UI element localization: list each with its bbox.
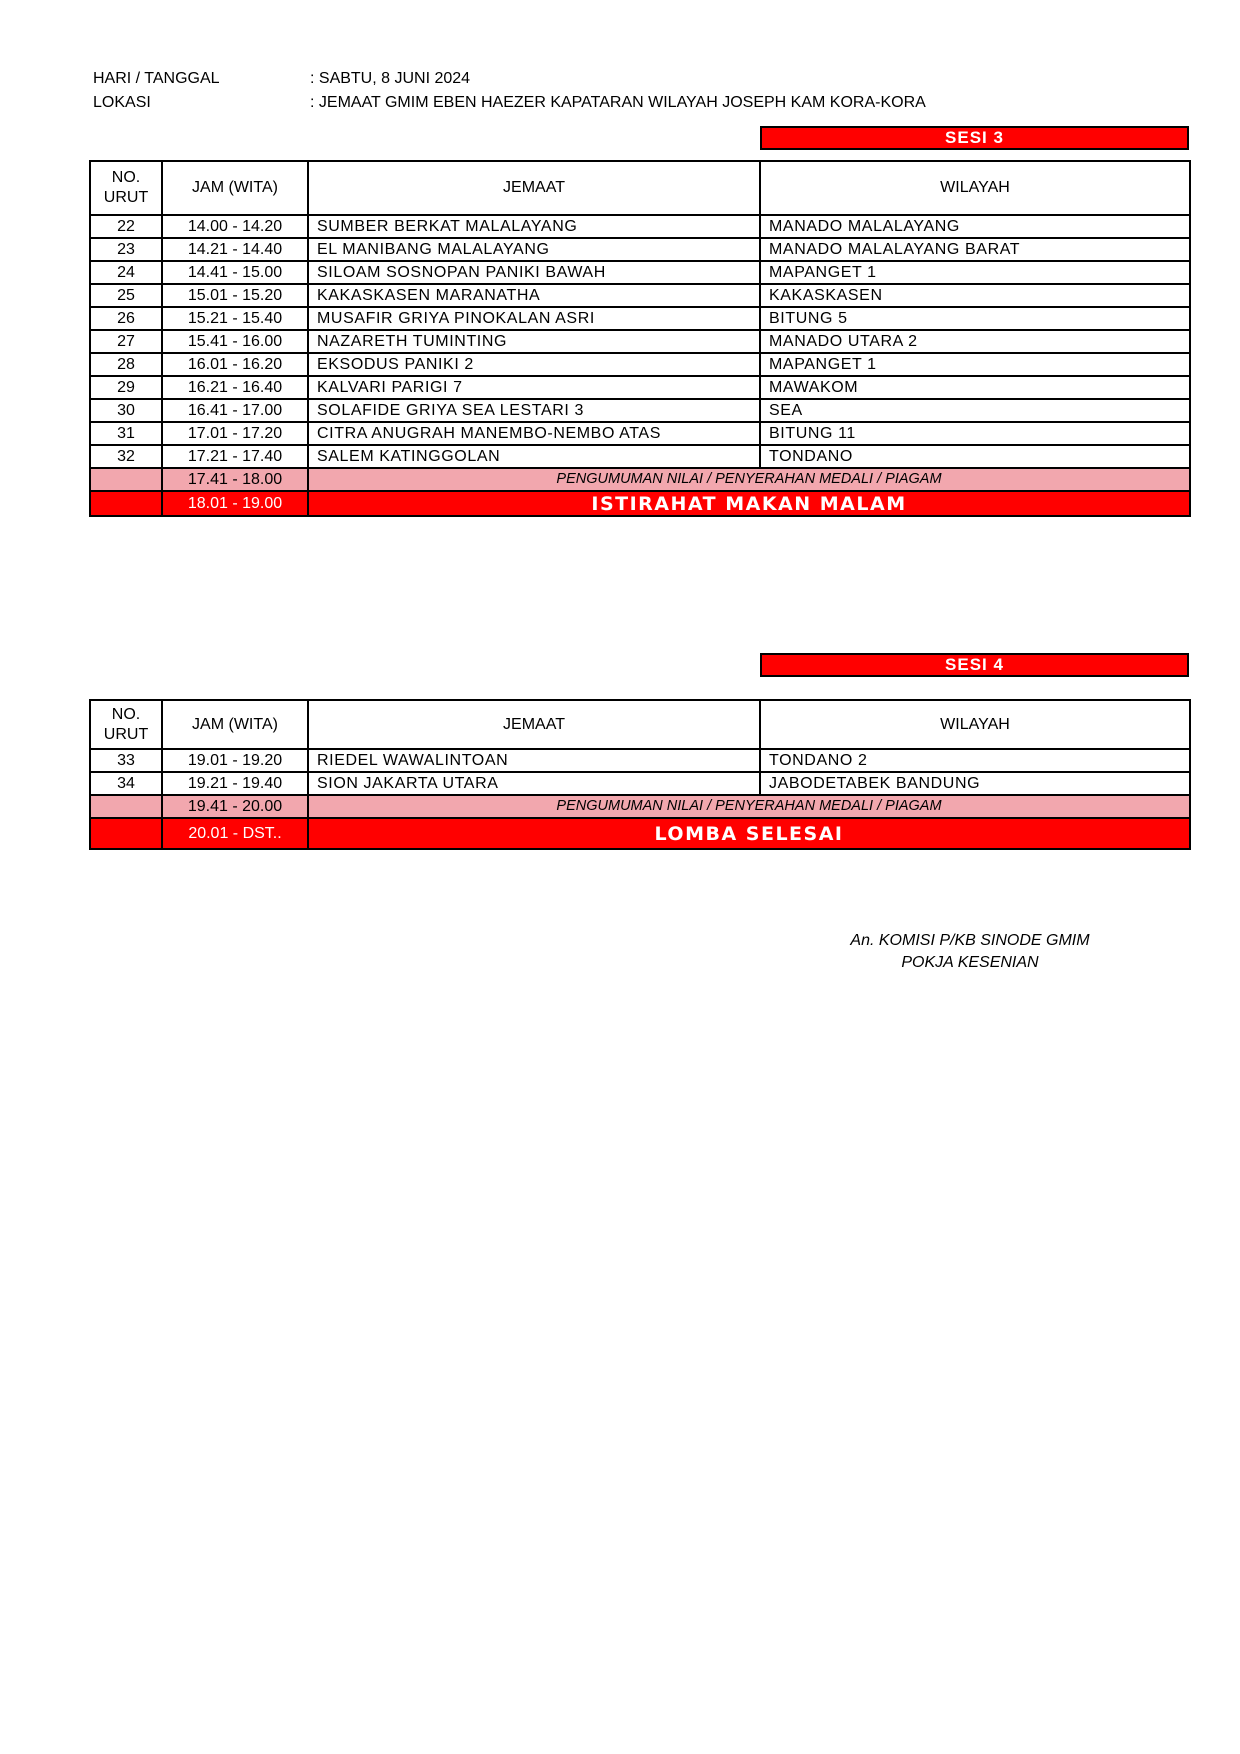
col-no-header — [90, 161, 162, 215]
table-row — [90, 330, 1190, 353]
wilayah-cell: TONDANO 2 — [760, 749, 1190, 772]
table-header-row — [90, 161, 1190, 215]
table-row — [90, 422, 1190, 445]
jam-cell: 19.01 - 19.20 — [162, 749, 308, 772]
col-no-line1: NO. — [111, 705, 141, 723]
wilayah-cell: JABODETABEK BANDUNG — [760, 772, 1190, 795]
no-cell: 31 — [90, 422, 162, 445]
no-cell: 27 — [90, 330, 162, 353]
table-header-row — [90, 700, 1190, 749]
location-label: LOKASI — [93, 94, 151, 111]
session-3-table — [89, 160, 1191, 517]
session-4-title: SESI 4 — [760, 653, 1189, 677]
jam-cell: 14.00 - 14.20 — [162, 215, 308, 238]
jam-cell: 16.41 - 17.00 — [162, 399, 308, 422]
empty-cell — [90, 491, 162, 516]
jemaat-cell: CITRA ANUGRAH MANEMBO-NEMBO ATAS — [308, 422, 760, 445]
end-time-cell: 20.01 - DST.. — [162, 818, 308, 849]
col-no-line1: NO. — [111, 169, 141, 186]
table-row — [90, 749, 1190, 772]
table-row — [90, 445, 1190, 468]
session-4-table — [89, 699, 1191, 850]
table-row — [90, 772, 1190, 795]
no-cell: 34 — [90, 772, 162, 795]
jam-cell: 16.21 - 16.40 — [162, 376, 308, 399]
no-cell: 30 — [90, 399, 162, 422]
announcement-text: PENGUMUMAN NILAI / PENYERAHAN MEDALI / PIAGAM — [308, 795, 1190, 818]
col-jam-header: JAM (WITA) — [162, 161, 308, 215]
jemaat-cell: EKSODUS PANIKI 2 — [308, 353, 760, 376]
date-label: HARI / TANGGAL — [93, 70, 220, 87]
wilayah-cell: MANADO UTARA 2 — [760, 330, 1190, 353]
end-text: LOMBA SELESAI — [308, 818, 1190, 849]
empty-cell — [90, 795, 162, 818]
col-jam-header: JAM (WITA) — [162, 700, 308, 749]
no-cell: 25 — [90, 284, 162, 307]
table-row — [90, 376, 1190, 399]
signature-block — [800, 930, 1140, 974]
jemaat-cell: EL MANIBANG MALALAYANG — [308, 238, 760, 261]
jemaat-cell: RIEDEL WAWALINTOAN — [308, 749, 760, 772]
announcement-row — [90, 795, 1190, 818]
jemaat-cell: SUMBER BERKAT MALALAYANG — [308, 215, 760, 238]
jam-cell: 15.41 - 16.00 — [162, 330, 308, 353]
table-row — [90, 215, 1190, 238]
wilayah-cell: BITUNG 5 — [760, 307, 1190, 330]
col-jemaat-header: JEMAAT — [308, 700, 760, 749]
wilayah-cell: MANADO MALALAYANG BARAT — [760, 238, 1190, 261]
no-cell: 32 — [90, 445, 162, 468]
col-no-line2: URUT — [103, 189, 149, 206]
col-jemaat-header: JEMAAT — [308, 161, 760, 215]
jemaat-cell: NAZARETH TUMINTING — [308, 330, 760, 353]
wilayah-cell: KAKASKASEN — [760, 284, 1190, 307]
wilayah-cell: MAPANGET 1 — [760, 353, 1190, 376]
jam-cell: 14.41 - 15.00 — [162, 261, 308, 284]
announcement-row — [90, 468, 1190, 491]
wilayah-cell: TONDANO — [760, 445, 1190, 468]
col-wilayah-header: WILAYAH — [760, 700, 1190, 749]
wilayah-cell: SEA — [760, 399, 1190, 422]
col-wilayah-header: WILAYAH — [760, 161, 1190, 215]
jam-cell: 14.21 - 14.40 — [162, 238, 308, 261]
jemaat-cell: SOLAFIDE GRIYA SEA LESTARI 3 — [308, 399, 760, 422]
announcement-text: PENGUMUMAN NILAI / PENYERAHAN MEDALI / PIAGAM — [308, 468, 1190, 491]
empty-cell — [90, 468, 162, 491]
no-cell: 29 — [90, 376, 162, 399]
location-value: : JEMAAT GMIM EBEN HAEZER KAPATARAN WILAYAH JOSEPH KAM KORA-KORA — [310, 94, 926, 111]
jam-cell: 15.01 - 15.20 — [162, 284, 308, 307]
no-cell: 22 — [90, 215, 162, 238]
jam-cell: 17.21 - 17.40 — [162, 445, 308, 468]
jemaat-cell: SALEM KATINGGOLAN — [308, 445, 760, 468]
announce-time-cell: 19.41 - 20.00 — [162, 795, 308, 818]
jemaat-cell: KALVARI PARIGI 7 — [308, 376, 760, 399]
jam-cell: 15.21 - 15.40 — [162, 307, 308, 330]
break-time-cell: 18.01 - 19.00 — [162, 491, 308, 516]
no-cell: 33 — [90, 749, 162, 772]
table-row — [90, 399, 1190, 422]
no-cell: 23 — [90, 238, 162, 261]
jemaat-cell: MUSAFIR GRIYA PINOKALAN ASRI — [308, 307, 760, 330]
break-row — [90, 491, 1190, 516]
wilayah-cell: MANADO MALALAYANG — [760, 215, 1190, 238]
signature-line-2: POKJA KESENIAN — [901, 954, 1039, 971]
jam-cell: 19.21 - 19.40 — [162, 772, 308, 795]
no-cell: 28 — [90, 353, 162, 376]
jemaat-cell: SILOAM SOSNOPAN PANIKI BAWAH — [308, 261, 760, 284]
signature-line-1: An. KOMISI P/KB SINODE GMIM — [850, 932, 1090, 949]
session-3-title: SESI 3 — [760, 126, 1189, 150]
jemaat-cell: KAKASKASEN MARANATHA — [308, 284, 760, 307]
no-cell: 24 — [90, 261, 162, 284]
no-cell: 26 — [90, 307, 162, 330]
table-row — [90, 353, 1190, 376]
date-value: : SABTU, 8 JUNI 2024 — [310, 70, 471, 87]
table-row — [90, 238, 1190, 261]
jam-cell: 17.01 - 17.20 — [162, 422, 308, 445]
table-row — [90, 261, 1190, 284]
table-row — [90, 284, 1190, 307]
jemaat-cell: SION JAKARTA UTARA — [308, 772, 760, 795]
wilayah-cell: MAPANGET 1 — [760, 261, 1190, 284]
table-row — [90, 307, 1190, 330]
wilayah-cell: BITUNG 11 — [760, 422, 1190, 445]
announce-time-cell: 17.41 - 18.00 — [162, 468, 308, 491]
jam-cell: 16.01 - 16.20 — [162, 353, 308, 376]
break-text: ISTIRAHAT MAKAN MALAM — [308, 491, 1190, 516]
empty-cell — [90, 818, 162, 849]
col-no-line2: URUT — [103, 725, 149, 743]
end-row — [90, 818, 1190, 849]
wilayah-cell: MAWAKOM — [760, 376, 1190, 399]
col-no-header — [90, 700, 162, 749]
